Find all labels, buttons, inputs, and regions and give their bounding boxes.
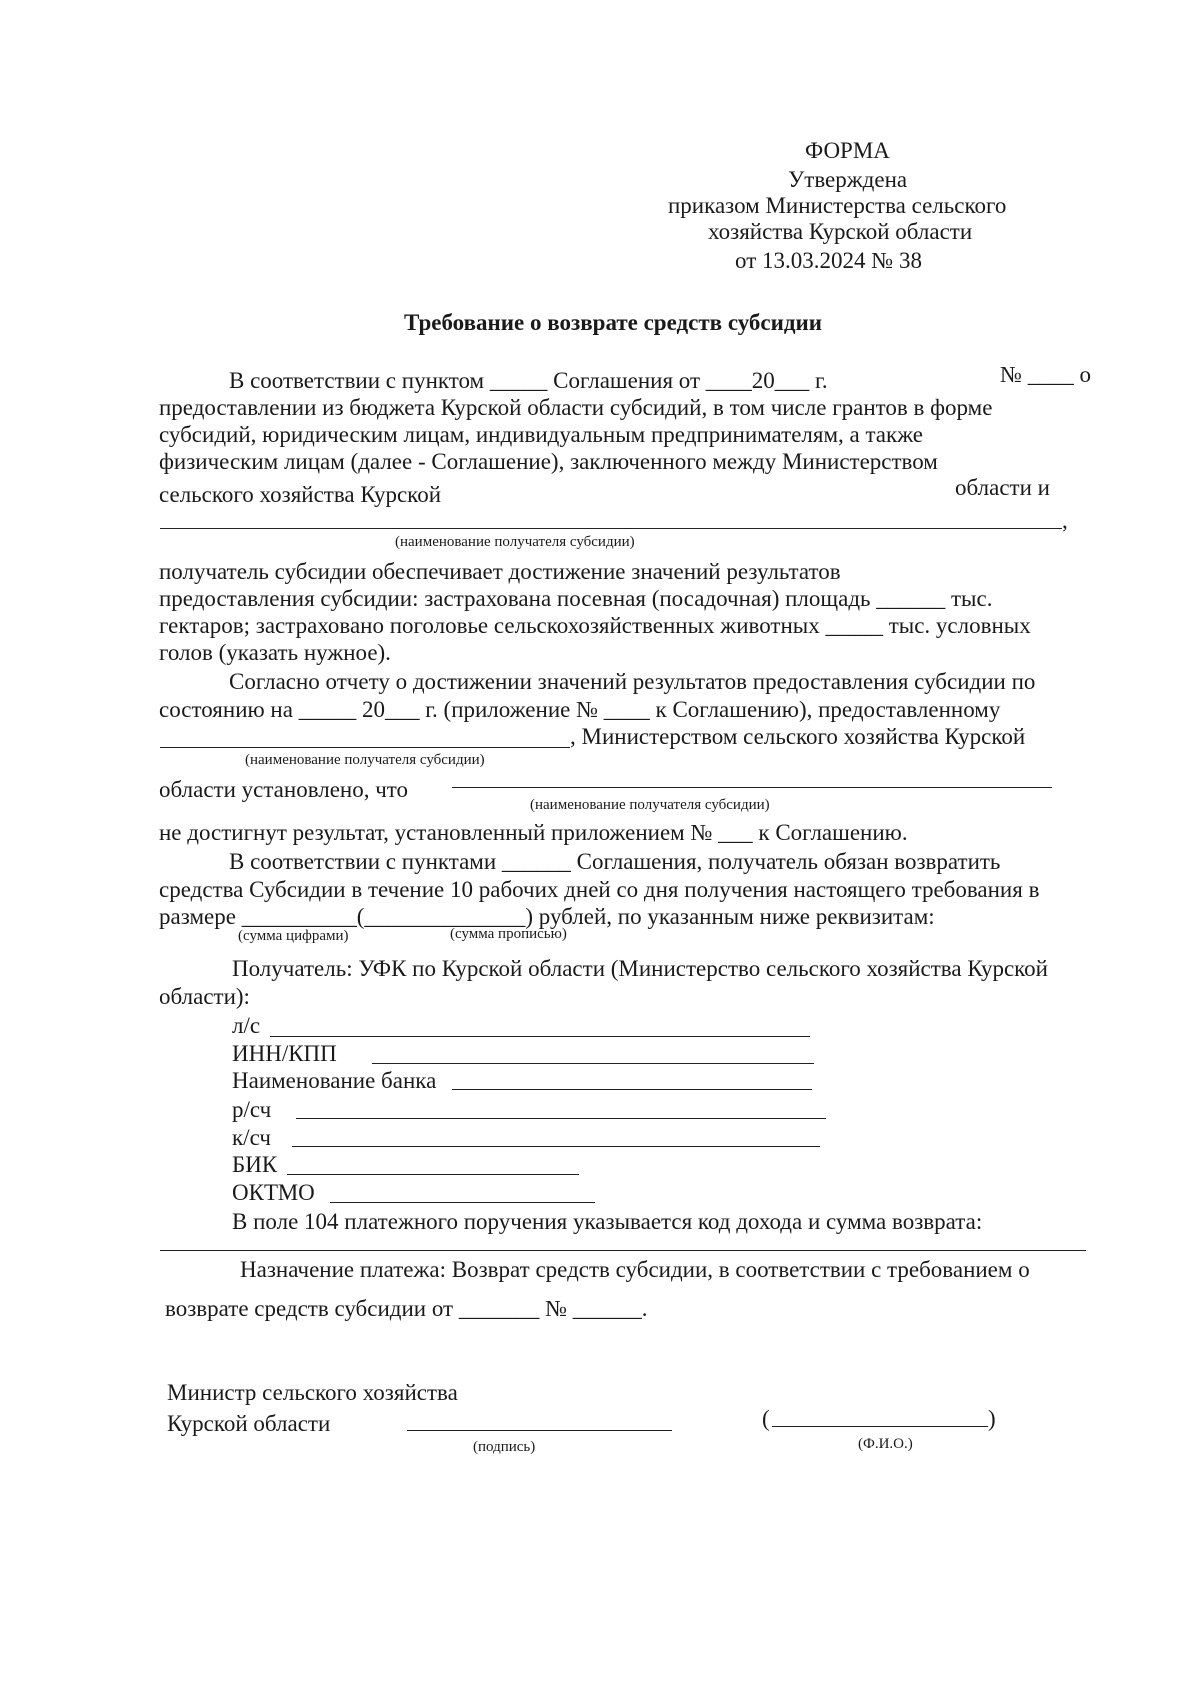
p3-line-3: , Министерством сельского хозяйства Курской bbox=[570, 724, 1026, 749]
bank-name-line bbox=[452, 1089, 812, 1090]
p6-line-1: Назначение платежа: Возврат средств субсидии, в соответствии с требованием о bbox=[240, 1257, 1030, 1282]
bik-line bbox=[287, 1174, 579, 1175]
oktmo-line bbox=[330, 1202, 595, 1203]
recipient-name-caption-1: (наименование получателя субсидии) bbox=[395, 534, 635, 550]
p5-line-1: В поле 104 платежного поручения указывается код дохода и сумма возврата: bbox=[232, 1209, 983, 1234]
recipient-name-comma: , bbox=[1062, 508, 1068, 533]
ls-label: л/с bbox=[232, 1013, 261, 1038]
recipient-name-caption-3: (наименование получателя субсидии) bbox=[530, 797, 770, 813]
recipient-name-line-1 bbox=[160, 528, 1062, 529]
fio-paren-open: ( bbox=[762, 1406, 770, 1431]
p1-line-1a: В соответствии с пунктом _____ Соглашения от ____20___ г. bbox=[229, 368, 828, 393]
recipient-name-line-3 bbox=[452, 787, 1052, 788]
revenue-code-line bbox=[160, 1250, 1086, 1251]
ks-label: к/сч bbox=[232, 1125, 271, 1150]
order-line-2: хозяйства Курской области bbox=[708, 219, 973, 244]
signature-caption: (подпись) bbox=[473, 1439, 536, 1455]
fio-line bbox=[772, 1426, 988, 1427]
page-title: Требование о возврате средств субсидии bbox=[404, 310, 823, 335]
ks-line bbox=[292, 1146, 820, 1147]
fio-paren-close: ) bbox=[988, 1406, 996, 1431]
p2-line-3: гектаров; застраховано поголовье сельскохозяйственных животных _____ тыс. условных bbox=[159, 613, 1031, 638]
recipient-line-1: Получатель: УФК по Курской области (Министерство сельского хозяйства Курской bbox=[232, 956, 1048, 981]
p2-line-2: предоставления субсидии: застрахована посевная (посадочная) площадь ______ тыс. bbox=[159, 586, 993, 611]
fio-caption: (Ф.И.О.) bbox=[858, 1436, 913, 1452]
p3-line-2: состоянию на _____ 20___ г. (приложение № ____ к Соглашению), предоставленному bbox=[159, 697, 1001, 722]
amount-digits-caption: (сумма цифрами) bbox=[238, 928, 349, 944]
bank-name-label: Наименование банка bbox=[232, 1068, 437, 1093]
form-label: ФОРМА bbox=[805, 138, 890, 163]
amount-words-caption: (сумма прописью) bbox=[450, 926, 567, 942]
rs-line bbox=[296, 1118, 826, 1119]
p2-line-4: голов (указать нужное). bbox=[159, 640, 391, 665]
approved-label: Утверждена bbox=[788, 167, 908, 192]
p1-line-1b: № ____ о bbox=[1000, 362, 1091, 387]
recipient-line-2: области): bbox=[159, 984, 250, 1009]
p1-line-2: предоставлении из бюджета Курской области субсидий, в том числе грантов в форме bbox=[159, 395, 993, 420]
oktmo-label: ОКТМО bbox=[232, 1180, 315, 1205]
signature-line bbox=[407, 1430, 672, 1431]
p4-line-2: средства Субсидии в течение 10 рабочих дней со дня получения настоящего требования в bbox=[159, 877, 1040, 902]
p3-line-4: области установлено, что bbox=[159, 777, 409, 802]
inn-kpp-line bbox=[372, 1063, 814, 1064]
p1-line-3: субсидий, юридическим лицам, индивидуальным предпринимателям, а также bbox=[159, 422, 923, 447]
p4-line-1: В соответствии с пунктами ______ Соглашения, получатель обязан возвратить bbox=[229, 849, 1001, 874]
bik-label: БИК bbox=[232, 1152, 278, 1177]
p3-line-1: Согласно отчету о достижении значений результатов предоставления субсидии по bbox=[229, 669, 1036, 694]
p2-line-1: получатель субсидии обеспечивает достижение значений результатов bbox=[159, 559, 841, 584]
p4-line-3: размере __________(______________) рублей, по указанным ниже реквизитам: bbox=[159, 904, 935, 929]
order-line-1: приказом Министерства сельского bbox=[668, 193, 1007, 218]
order-line-3: от 13.03.2024 № 38 bbox=[735, 248, 922, 273]
p6-line-2: возврате средств субсидии от _______ № ______. bbox=[165, 1296, 648, 1321]
recipient-name-line-2 bbox=[160, 747, 570, 748]
p3-line-5: не достигнут результат, установленный приложением № ___ к Соглашению. bbox=[159, 820, 908, 845]
p1-line-4: физическим лицам (далее - Соглашение), заключенного между Министерством bbox=[159, 449, 938, 474]
signature-title-1: Министр сельского хозяйства bbox=[167, 1380, 458, 1405]
p1-line-5b: области и bbox=[955, 475, 1050, 500]
inn-kpp-label: ИНН/КПП bbox=[232, 1041, 337, 1066]
recipient-name-caption-2: (наименование получателя субсидии) bbox=[245, 752, 485, 768]
p1-line-5a: сельского хозяйства Курской bbox=[159, 482, 441, 507]
ls-line bbox=[270, 1036, 810, 1037]
rs-label: р/сч bbox=[232, 1097, 272, 1122]
signature-title-2: Курской области bbox=[167, 1411, 331, 1436]
